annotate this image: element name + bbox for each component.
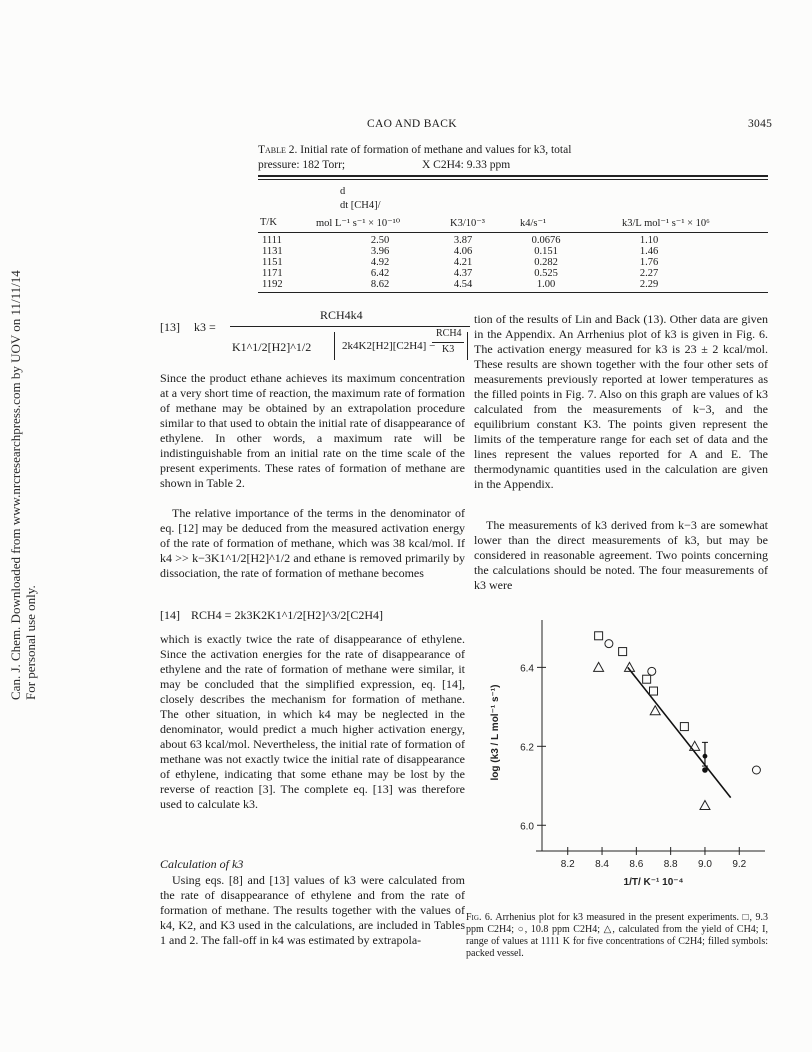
equation-13	[160, 308, 470, 368]
y-tick-label: 6.2	[520, 742, 534, 754]
figure-6-chart	[480, 610, 775, 885]
x-tick-label: 9.2	[732, 859, 747, 870]
table-cell: 4.92	[370, 257, 390, 268]
eq13-inner-num: RCH4	[436, 328, 462, 339]
figure-caption-label: Fig. 6.	[466, 912, 493, 923]
eq13-denominator-inner: 2k4K2[H2][C2H4] −	[342, 340, 436, 352]
table-cell: 1192	[262, 279, 283, 290]
table-cell: 1.00	[536, 279, 556, 290]
table-cell: 1151	[262, 257, 283, 268]
table-row	[258, 279, 708, 290]
eq13-label: [13]	[160, 320, 180, 334]
eq13-denominator-left: K1^1/2[H2]^1/2	[232, 340, 312, 354]
table-caption-label: Table 2.	[258, 144, 298, 156]
download-notice-line2: For personal use only.	[23, 585, 38, 700]
table-cell: 2.50	[370, 235, 390, 246]
table-cell: 8.62	[370, 279, 390, 290]
x-tick-label: 8.8	[663, 859, 678, 870]
col-head-K3: K3/10⁻³	[450, 218, 485, 229]
y-tick-label: 6.4	[520, 663, 534, 675]
left-paragraph-2: The relative importance of the terms in the denominator of eq. [12] may be deduced from the measured activation energy of the rate of formation of methane, which was 38 kcal/mol. If k4 >> k−3K1^1/2[H2]^1/2 and ethane is removed primarily by dissociation, the rate of formation of methane becomes	[160, 506, 465, 580]
col-head-rate-mid: dt [CH4]/	[340, 200, 381, 211]
table-cell: 2.29	[639, 279, 659, 290]
x-tick-label: 9.0	[698, 859, 712, 870]
download-notice	[8, 270, 38, 700]
table-cell: 1.76	[639, 257, 659, 268]
triangle-point	[690, 741, 700, 750]
col-head-rate-top: d	[340, 186, 346, 197]
table-header	[258, 180, 768, 232]
triangle-point	[700, 801, 710, 810]
table-cell: 4.21	[453, 257, 473, 268]
eq13-inner-den: K3	[442, 344, 455, 355]
table-cell: 1111	[262, 235, 282, 246]
table-cell: 0.151	[534, 246, 558, 257]
square-point	[643, 675, 651, 683]
table-cell: 1.10	[639, 235, 659, 246]
table-cell: 4.54	[453, 279, 473, 290]
table-cell: 0.525	[534, 268, 558, 279]
x-axis-title: 1/T/ K⁻¹ 10⁻⁴	[623, 877, 684, 885]
square-point	[650, 687, 658, 695]
range-bar-center	[703, 754, 708, 759]
table-cell: 0.282	[534, 257, 558, 268]
left-paragraph-1: Since the product ethane achieves its maximum concentration at a very short time of reaction, the maximum rate of formation of methane may be obtained by an extrapolation procedure similar to that used to obtain the initial rate of disappearance of ethylene. In other words, a maximum rate will be indistinguishable from an initial rate on the time scale of the present experiments. These rates of formation of methane are shown in Table 2.	[160, 371, 465, 490]
table-cell: 4.37	[453, 268, 473, 279]
fit-line	[628, 667, 731, 797]
eq13-bracket	[334, 332, 468, 360]
table-cell: 4.06	[453, 246, 473, 257]
triangle-point	[594, 662, 604, 671]
running-head: CAO AND BACK	[367, 118, 457, 130]
left-paragraph-4: Using eqs. [8] and [13] values of k3 were calculated from the rate of disappearance of ethylene and from the rate of formation of methane. The results together with the values of k4, K2, and K3 used in the calculations, are included in Tables 1 and 2. The fall-off in k4 was estimated by extrapola-	[160, 873, 465, 947]
square-point	[619, 648, 627, 656]
page-number: 3045	[748, 118, 773, 130]
square-point	[595, 632, 603, 640]
table-caption-text: Initial rate of formation of methane and values for k3, total pressure: 182 Torr;	[258, 144, 572, 171]
table-cell: 6.42	[370, 268, 390, 279]
table-cell: 3.96	[370, 246, 390, 257]
col-head-rate-bot: mol L⁻¹ s⁻¹ × 10⁻¹⁰	[316, 218, 401, 229]
circle-point	[752, 766, 760, 774]
figure-6-caption	[466, 912, 768, 960]
equation-14	[160, 608, 383, 623]
eq14-label: [14]	[160, 608, 180, 622]
circle-point	[605, 640, 613, 648]
left-paragraph-3: which is exactly twice the rate of disappearance of ethylene. Since the activation energies for the rate of disappearance of ethylene and the rate of formation of methane were similar, it may be concluded that the simplified expression, eq. [14], closely describes the mechanism for formation of methane. The other situation, in which k4 may be neglected in the denominator, would predict a much higher activation energy, about 63 kcal/mol. Nevertheless, the initial rate of formation of methane was not exactly twice the initial rate of disappearance of ethylene, indicating that some ethane may be lost by the reverse of reaction [3]. The complete eq. [13] was therefore used to calculate k3.	[160, 632, 465, 811]
download-notice-line1: Can. J. Chem. Downloaded from www.nrcresearchpress.com by UOV on 11/11/14	[8, 270, 23, 700]
table-cell: 3.87	[453, 235, 473, 246]
x-tick-label: 8.4	[595, 859, 609, 870]
table-cell: 1131	[262, 246, 283, 257]
right-paragraph-2: The measurements of k3 derived from k−3 are somewhat lower than the direct measurements of k3, but may be considered in reasonable agreement. Two points concerning the calculations should be noted. The four measurements of k3 were	[474, 518, 768, 592]
table-cell: 2.27	[639, 268, 659, 279]
table-cell: 0.0676	[531, 235, 561, 246]
x-tick-label: 8.2	[560, 859, 575, 870]
table-cell: 1.46	[639, 246, 659, 257]
table-row	[258, 257, 708, 268]
table-2	[258, 175, 768, 293]
y-tick-label: 6.0	[520, 821, 534, 833]
square-point	[680, 723, 688, 731]
y-axis-title: log (k3 / L mol⁻¹ s⁻¹)	[490, 684, 501, 781]
table-cell: 1171	[262, 268, 283, 279]
filled-circle-point	[702, 767, 708, 773]
table-row	[258, 268, 708, 279]
eq13-lhs: k3 =	[194, 320, 216, 334]
table-row	[258, 235, 708, 246]
eq13-numerator: RCH4k4	[320, 308, 363, 322]
eq13-fraction-bar	[230, 326, 470, 327]
calc-heading: Calculation of k3	[160, 857, 244, 871]
col-head-T: T/K	[260, 217, 277, 228]
x-tick-label: 8.6	[629, 859, 644, 870]
table-row	[258, 246, 708, 257]
col-head-k4: k4/s⁻¹	[520, 218, 547, 229]
figure-caption-text: Arrhenius plot for k3 measured in the present experiments. □, 9.3 ppm C2H4; ○, 10.8 ppm C2H4; △, calculated from the yield of CH4; I, range of values at 1111 K for five concentrations of C2H4; filled symbols: packed vessel.	[466, 912, 768, 959]
table-body	[258, 235, 708, 290]
eq14-text: RCH4 = 2k3K2K1^1/2[H2]^3/2[C2H4]	[191, 608, 384, 622]
col-head-k3: k3/L mol⁻¹ s⁻¹ × 10⁶	[622, 218, 710, 229]
circle-point	[648, 667, 656, 675]
right-paragraph-1: tion of the results of Lin and Back (13). Other data are given in the Appendix. An Arrhenius plot of k3 is given in Fig. 6. The activation energy measured for k3 is 23 ± 2 kcal/mol. These results are shown together with the four other sets of measurements previously reported at lower temperatures as the filled points in Fig. 7. Also on this graph are values of k3 calculated from the measurements of k−3, and the equilibrium constant K3. The points given represent the limits of the temperature range for each set of data and the lines represent the values reported for A and E. The thermodynamic quantities used in the calculation are given in the Appendix.	[474, 312, 768, 491]
table-caption-line2: X C2H4: 9.33 ppm	[422, 159, 511, 171]
